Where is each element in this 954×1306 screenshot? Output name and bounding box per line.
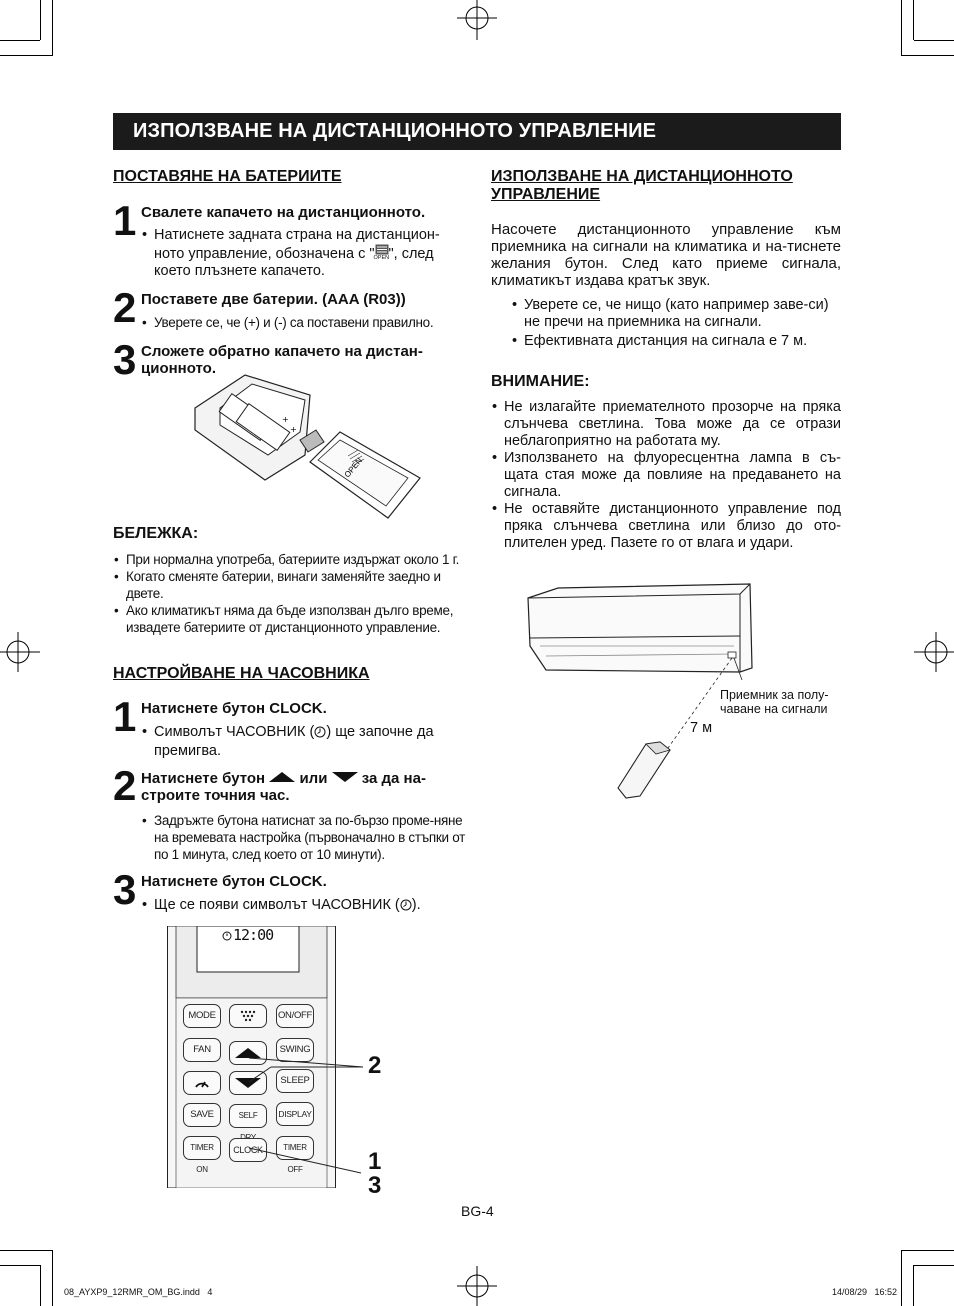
registration-mark-icon [914,632,954,672]
display-button[interactable]: DISPLAY [276,1102,314,1126]
callout-3: 3 [368,1172,382,1199]
clock-title: НАСТРОЙВАНЕ НА ЧАСОВНИКА [113,665,370,682]
batteries-title: ПОСТАВЯНЕ НА БАТЕРИИТЕ [113,168,342,185]
crop-mark [52,0,53,55]
step-number: 1 [113,693,137,740]
sleep-button[interactable]: SLEEP [276,1069,314,1093]
registration-mark-icon [0,632,40,672]
step-heading: Поставете две батерии. (AAA (R03)) [141,291,406,308]
step-heading: Натиснете бутон или за да на-строите точния час. [141,770,426,804]
using-bullet: • Уверете се, че нищо (като например заве-си) не пречи на приемника на сигнали. [511,297,841,331]
note-item: • При нормална употреба, батериите издържат около 1 г. [113,551,465,568]
svg-text:OPEN: OPEN [342,456,365,480]
page-number: BG-4 [461,1203,494,1219]
open-mark-icon: OPEN [375,244,389,262]
using-bullet: • Ефективната дистанция на сигнала е 7 м. [511,333,841,350]
print-timestamp: 14/08/29 16:52 [832,1287,898,1297]
fan-button[interactable]: FAN [183,1038,221,1062]
timer-off-button[interactable]: TIMER OFF [276,1136,314,1160]
step-heading: Сложете обратно капачето на дистан-ционното. [141,343,423,377]
using-bullets [491,297,841,350]
step-heading: Натиснете бутон CLOCK. [141,873,327,890]
note-title: БЕЛЕЖКА: [113,525,199,542]
down-arrow-icon [332,769,358,786]
crop-mark [0,1250,53,1251]
note-item: • Ако климатикът няма да бъде използван дълго време, извадете батериите от дистанционното управление. [113,602,465,636]
file-slug: 08_AYXP9_12RMR_OM_BG.indd 4 [64,1287,213,1297]
svg-text:+: + [282,415,289,424]
callout-2: 2 [368,1052,382,1079]
note-item: • Когато сменяте батерии, винаги заменяйте заедно и двете. [113,568,465,602]
svg-text:+: + [290,425,297,434]
step-bullet: • Ще се появи символът ЧАСОВНИК ( ). [141,897,465,916]
crop-mark [913,1265,914,1306]
crop-mark [914,40,954,41]
step-bullet: • Натиснете задната страна на дистанцион-ното управление, обозначена с " OPEN ", след което плъзнете капачето. [141,227,465,280]
crop-mark [0,1265,40,1266]
step-number: 3 [113,866,137,913]
swing-button[interactable]: SWING [276,1038,314,1062]
crop-mark [52,1250,53,1306]
crop-mark [914,1265,954,1266]
crop-mark [901,55,954,56]
crop-mark [40,1265,41,1306]
registration-mark-icon [457,1266,497,1306]
battery-step-2 [113,284,465,331]
clock-step-2 [113,762,466,863]
callout-lines [167,926,367,1188]
up-arrow-icon [269,769,295,786]
step-bullet: • Задръжте бутона натиснат за по-бързо проме-няне на времевата настройка (първоначално в стъпки от по 1 минута, след което от 10 минути). [141,812,465,863]
clock-symbol-icon [314,726,326,743]
battery-step-1 [113,197,465,280]
step-heading: Свалете капачето на дистанционното. [141,204,426,221]
mode-button[interactable]: MODE [183,1004,221,1028]
step-number: 1 [113,197,137,244]
step-number: 3 [113,336,137,383]
save-button[interactable]: SAVE [183,1103,221,1127]
crop-mark [901,1250,902,1306]
crop-mark [901,1250,954,1251]
remote-control-illustration [167,926,336,1188]
remote-display-time: 12:00 [233,926,274,944]
clock-symbol-icon [400,899,412,916]
left-column [113,168,465,383]
step-number: 2 [113,284,137,331]
step-heading: Натиснете бутон CLOCK. [141,700,327,717]
clock-step-1 [113,693,465,760]
clock-step-3 [113,866,465,916]
battery-insertion-illustration [190,370,430,520]
page-banner: ИЗПОЛЗВАНЕ НА ДИСТАНЦИОННОТО УПРАВЛЕНИЕ [113,113,841,150]
caution-title: ВНИМАНИЕ: [491,373,590,390]
callout-1: 1 [368,1148,382,1175]
clock-button[interactable]: CLOCK [229,1138,267,1162]
caution-item: • Използването на флуоресцентна лампа в съ-щата стая може да повлияе на предаването на сигнала. [491,450,841,501]
crop-mark [40,0,41,40]
receiver-label: Приемник за полу-чаване на сигнали [720,688,829,716]
crop-mark [913,0,914,40]
step-bullet: • Уверете се, че (+) и (-) са поставени правилно. [141,314,465,331]
registration-mark-icon [457,0,497,40]
right-column [491,168,841,552]
caution-item: • Не оставяйте дистанционното управление под пряка слънчева светлина или близо до ото-плителен уред. Пазете го от влага и удари. [491,501,841,552]
using-title: ИЗПОЛЗВАНЕ НА ДИСТАНЦИОННОТО УПРАВЛЕНИЕ [491,168,793,203]
on-off-button[interactable]: ON/OFF [276,1004,314,1028]
distance-label: 7 м [690,720,713,736]
timer-on-button[interactable]: TIMER ON [183,1136,221,1160]
self-dry-button[interactable]: SELF [229,1104,267,1128]
caution-item: • Не излагайте приемателното прозорче на пряка слънчева светлина. Това може да се отрази неблагоприятно на работата му. [491,399,841,450]
step-number: 2 [113,762,137,809]
clock-section [113,665,465,916]
crop-mark [901,0,902,55]
crop-mark [0,55,53,56]
step-bullet: • Символът ЧАСОВНИК ( ) ще започне да премигва. [141,724,465,760]
using-paragraph: Насочете дистанционното управление към приемника на сигнали на климатика и на-тиснете желания бутон. След като приеме сигнала, климатикът издава кратък звук. [491,221,841,289]
crop-mark [0,40,40,41]
note-section [113,525,465,636]
